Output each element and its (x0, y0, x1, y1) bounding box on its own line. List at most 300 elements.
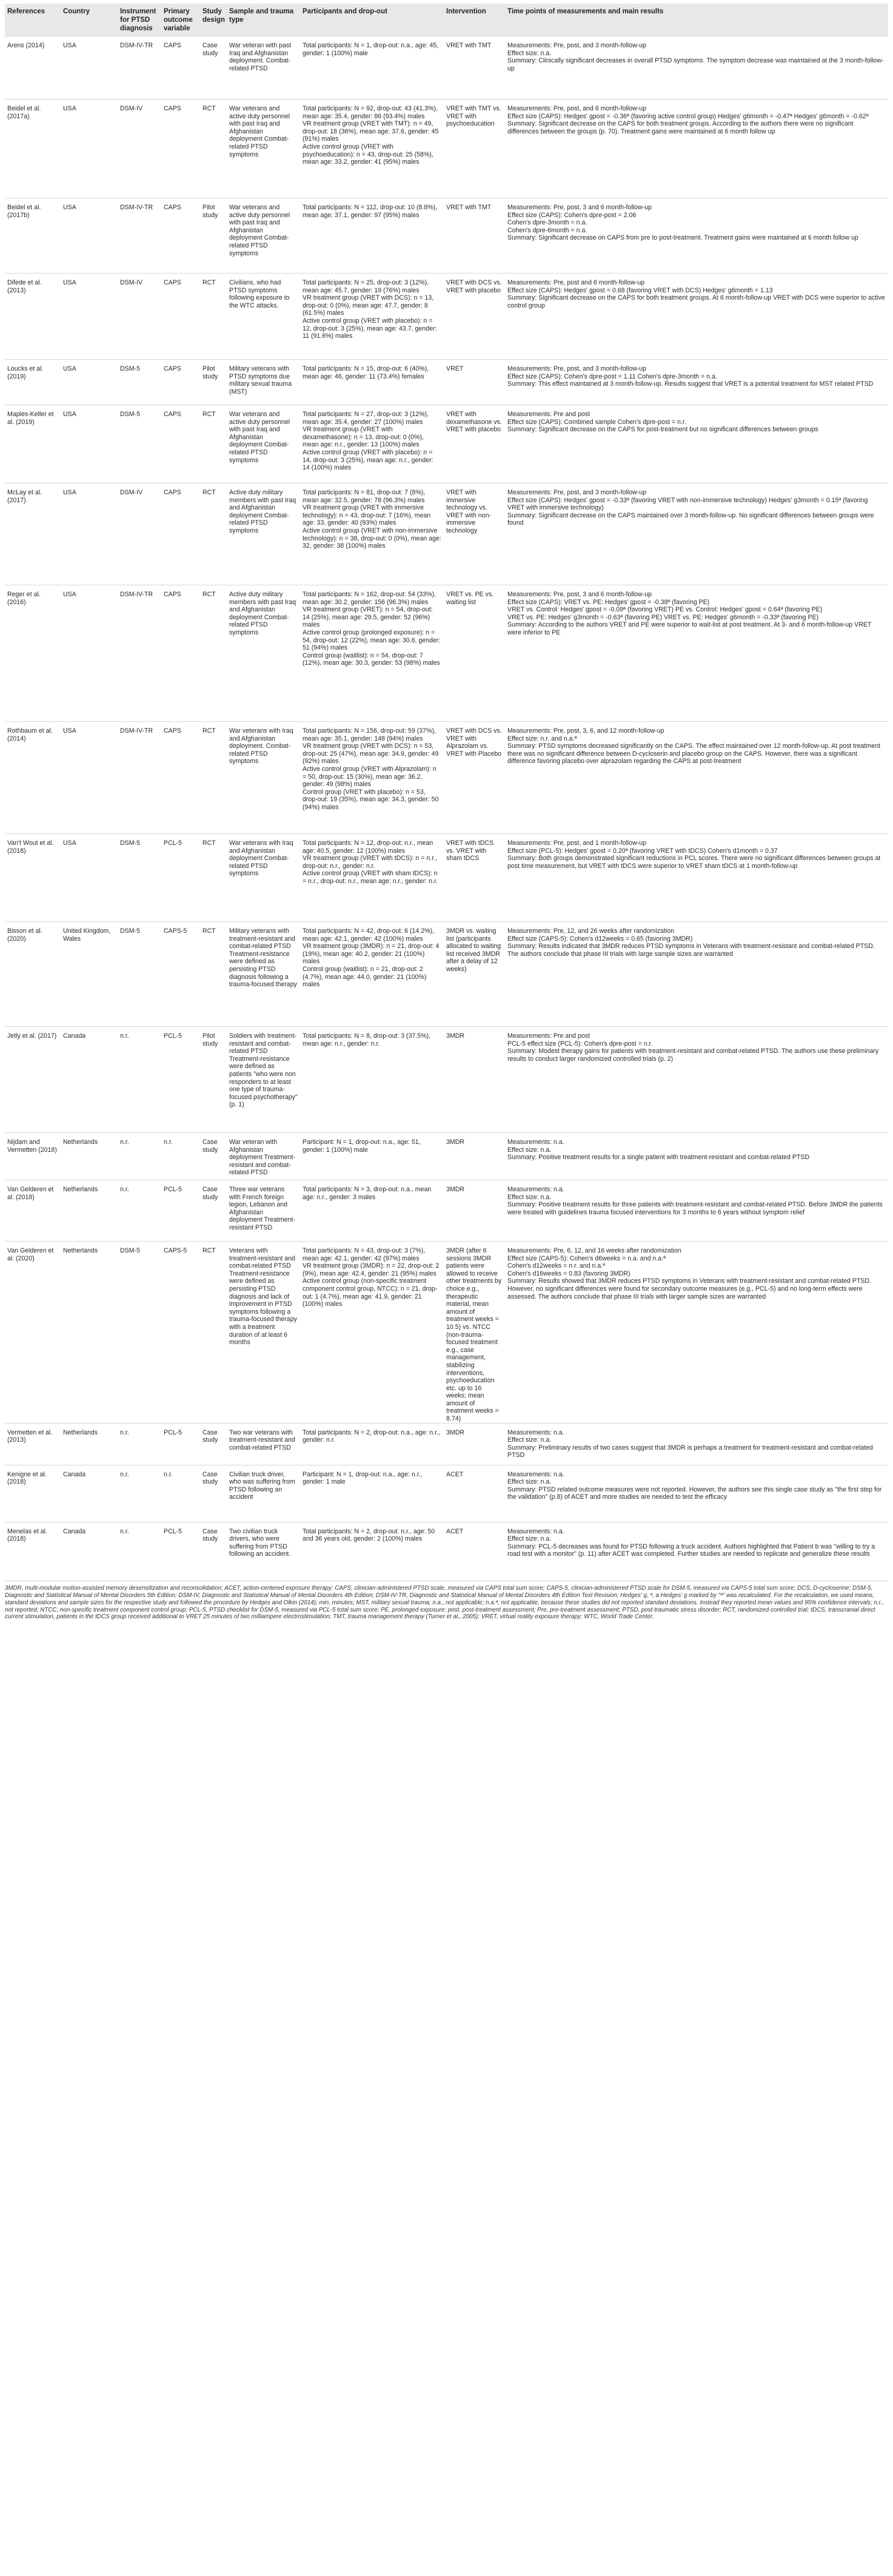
cell-text: CAPS-5 (164, 1247, 187, 1254)
sample-cell (227, 360, 300, 405)
outcome-cell (161, 274, 200, 360)
cell-text: Participant: N = 1, drop-out: n.a., age: 51, gender: 1 (100%) male (303, 1138, 423, 1154)
cell-text: Three war veterans with French foreign legion, Lebanon and Afghanistan deployment Treatment-resistant PTSD (229, 1186, 295, 1231)
cell-text: Total participants: N = 42, drop-out: 6 (14.2%), mean age: 42.1, gender: 42 (100%) males (303, 927, 436, 943)
cell-text: Soldiers with treatment-resistant and combat-related PTSD Treatment-resistance were defined as patients "who were non responders to at least one type of trauma-focused psychotherapy" (p. 1) (229, 1032, 299, 1109)
instrument-cell (118, 1133, 161, 1180)
instrument-cell (118, 99, 161, 198)
cell-text: RCT (202, 927, 216, 935)
cell-text: USA (63, 839, 76, 847)
sample-cell (227, 585, 300, 722)
cell-text: Measurements: Pre, 12, and 26 weeks after randomization (507, 927, 674, 935)
cell-text: VR treatment group (VRET): n = 54, drop-out: 14 (25%), mean age: 29.5, gender: 52 (96%) males (303, 606, 435, 629)
results-cell (505, 1465, 888, 1522)
country-cell (61, 585, 118, 722)
cell-text: Summary: PTSD symptoms decreased significantly on the CAPS. The effect maintained over 12 month-follow-up. At post treatment there was no significant difference between D-cycloserin and placebo group on the CAPS. However, there was a significant difference favoring placebo over alprazolam regarding the CAPS at post-treatment (507, 742, 882, 765)
studies-table (5, 4, 888, 1575)
sample-cell (227, 274, 300, 360)
cell-text: USA (63, 105, 76, 112)
cell-text: n.r. (120, 1428, 129, 1436)
cell-text: VR treatment group (VRET with dexamethasone): n = 13, drop-out: 0 (0%), mean age: n.r., gender: 13 (100%) males (303, 426, 426, 449)
cell-text: CAPS (164, 727, 181, 735)
cell-text: Bisson et al. (2020) (7, 927, 44, 943)
country-cell (61, 1027, 118, 1133)
reference-cell (5, 36, 61, 99)
sample-cell (227, 1242, 300, 1424)
cell-text: Total participants: N = 92, drop-out: 43 (41.3%), mean age: 35.4, gender: 86 (93.4%) males (303, 105, 440, 120)
cell-text: Measurements: n.a. (507, 1186, 564, 1193)
reference-cell (5, 1242, 61, 1424)
cell-text: Case study (202, 1186, 219, 1201)
cell-text: CAPS (164, 591, 181, 598)
design-cell (200, 99, 227, 198)
cell-text: n.r. (120, 1032, 129, 1040)
country-cell (61, 1180, 118, 1242)
table-row (5, 585, 888, 722)
cell-text: DSM-IV-TR (120, 727, 153, 735)
table-row (5, 834, 888, 922)
table-row (5, 405, 888, 483)
header-primary-outcome: Primary outcome variable (161, 4, 200, 36)
cell-text: CAPS (164, 365, 181, 372)
table-row (5, 99, 888, 198)
participants-cell (300, 405, 444, 483)
cell-text: Effect size: n.a. (507, 1146, 552, 1154)
cell-text: Active control group (VRET with psychoeducation): n = 43, drop-out: 25 (58%), mean age: 33.2, gender: 41 (95%) males (303, 143, 435, 166)
cell-text: Summary: Preliminary results of two cases suggest that 3MDR is perhaps a treatment for treatment-resistant and combat-related PTSD (507, 1444, 875, 1459)
participants-cell (300, 1027, 444, 1133)
cell-text: Total participants: N = 2, drop-out: n.a., age: n.r., gender: n.r. (303, 1428, 442, 1444)
cell-text: Summary: Both groups demonstrated significant reductions in PCL scores. There were no significant differences between groups at post time measurement, but VRET with tDCS were superior to VRET sham tDCS at 1 month-follow-up (507, 855, 883, 870)
intervention-cell (444, 99, 505, 198)
instrument-cell (118, 1027, 161, 1133)
cell-text: 3MDR (446, 1032, 465, 1040)
cell-text: DSM-IV-TR (120, 591, 153, 598)
outcome-cell (161, 1522, 200, 1575)
header-results: Time points of measurements and main results (505, 4, 888, 36)
outcome-cell (161, 1423, 200, 1465)
cell-text: Summary: According to the authors VRET and PE were superior to wait-list at post treatment. At 3- and 6 month-follow-up VRET were inferior to PE (507, 621, 874, 636)
cell-text: Jetly et al. (2017) (7, 1032, 57, 1040)
header-sample: Sample and trauma type (227, 4, 300, 36)
outcome-cell (161, 360, 200, 405)
cell-text: Canada (63, 1470, 86, 1478)
cell-text: DSM-IV-TR (120, 42, 153, 49)
cell-text: Active duty military members with past Iraq and Afghanistan deployment Combat-related PTSD symptoms (229, 591, 298, 636)
design-cell (200, 922, 227, 1027)
participants-cell (300, 483, 444, 585)
participants-cell (300, 1180, 444, 1242)
results-cell (505, 922, 888, 1027)
participants-cell (300, 36, 444, 99)
cell-text: Measurements: Pre, post, and 6 month-follow-up (507, 105, 647, 112)
reference-cell (5, 1522, 61, 1575)
participants-cell (300, 722, 444, 834)
cell-text: Control group (waitlist): n = 21, drop-out: 2 (4.7%), mean age: 44.0, gender: 21 (100%) males (303, 965, 429, 989)
header-intervention: Intervention (444, 4, 505, 36)
cell-text: VRET vs. Control: Hedges' gpost = -0.09ª (favoring VRET) PE vs. Control: Hedges' gpost = 0.64ª (favoring PE) (507, 606, 823, 614)
cell-text: Summary: Significant decrease on CAPS from pre to post-treatment. Treatment gains were maintained at 6 month follow up (507, 234, 858, 242)
table-header-row (5, 4, 888, 36)
cell-text: Total participants: N = 25, drop-out: 3 (12%), mean age: 45.7, gender: 19 (76%) males (303, 279, 431, 294)
design-cell (200, 1522, 227, 1575)
cell-text: Summary: Significant decrease on the CAPS for post-treatment but no significant differences between groups (507, 426, 818, 434)
cell-text: Active duty military members with past Iraq and Afghanistan deployment Combat-related PTSD symptoms (229, 489, 298, 534)
participants-cell (300, 274, 444, 360)
cell-text: Pilot study (202, 1032, 218, 1048)
cell-text: RCT (202, 591, 216, 598)
country-cell (61, 722, 118, 834)
instrument-cell (118, 585, 161, 722)
instrument-cell (118, 36, 161, 99)
cell-text: Effect size (CAPS): Cohen's dpre-post = 2.06 (507, 211, 637, 219)
sample-cell (227, 198, 300, 274)
cell-text: Active control group (VRET with sham tDCS): n = n.r., drop-out: n.r., mean age: n.r., gender: n.r. (303, 870, 440, 885)
intervention-cell (444, 1423, 505, 1465)
cell-text: USA (63, 591, 76, 598)
instrument-cell (118, 1180, 161, 1242)
instrument-cell (118, 274, 161, 360)
cell-text: CAPS (164, 411, 181, 418)
cell-text: CAPS-5 (164, 927, 187, 935)
country-cell (61, 405, 118, 483)
cell-text: Measurements: Pre, post, 3 and 6 month-follow-up (507, 204, 652, 211)
instrument-cell (118, 1242, 161, 1424)
outcome-cell (161, 585, 200, 722)
reference-cell (5, 922, 61, 1027)
cell-text: Military veterans with PTSD symptoms due military sexual trauma (MST) (229, 365, 293, 395)
outcome-cell (161, 198, 200, 274)
cell-text: n.r. (120, 1527, 129, 1535)
cell-text: VRET with TMT (446, 204, 492, 211)
cell-text: Measurements: Pre and post (507, 411, 590, 418)
cell-text: DSM-5 (120, 411, 140, 418)
outcome-cell (161, 405, 200, 483)
cell-text: War veterans and active duty personnel with past Iraq and Afghanistan deployment Combat- related PTSD symptoms (229, 411, 292, 464)
intervention-cell (444, 922, 505, 1027)
instrument-cell (118, 405, 161, 483)
outcome-cell (161, 483, 200, 585)
intervention-cell (444, 722, 505, 834)
cell-text: Measurements: Pre, post, and 3 month-follow-up (507, 489, 647, 496)
participants-cell (300, 585, 444, 722)
country-cell (61, 1423, 118, 1465)
cell-text: Active control group (VRET with placebo): n = 12, drop-out: 3 (25%), mean age: 43.7, gender: 11 (91.6%) males (303, 317, 439, 340)
design-cell (200, 1027, 227, 1133)
sample-cell (227, 36, 300, 99)
cell-text: Total participants: N = 8, drop-out: 3 (37.5%), mean age: n.r., gender: n.r. (303, 1032, 433, 1048)
sample-cell (227, 1180, 300, 1242)
outcome-cell (161, 1465, 200, 1522)
cell-text: Van Gelderen et al. (2020) (7, 1247, 56, 1262)
country-cell (61, 483, 118, 585)
cell-text: DSM-5 (120, 1247, 140, 1254)
participants-cell (300, 99, 444, 198)
cell-text: VRET with tDCS vs. VRET with sham tDCS (446, 839, 496, 863)
cell-text: Case study (202, 1527, 219, 1543)
cell-text: PCL-5 (164, 1527, 182, 1535)
results-cell (505, 1242, 888, 1424)
cell-text: USA (63, 489, 76, 496)
intervention-cell (444, 834, 505, 922)
cell-text: DSM-5 (120, 839, 140, 847)
cell-text: Total participants: N = 162, drop-out: 54 (33%), mean age: 30.2, gender: 156 (96.3%) males (303, 591, 438, 606)
cell-text: CAPS (164, 204, 181, 211)
cell-text: Summary: PTSD related outcome measures were not reported. However, the authors see this single case study as "the first step for the validation" (p.8) of ACET and more studies are needed to test the efficacy (507, 1485, 884, 1501)
cell-text: PCL-5 (164, 1428, 182, 1436)
design-cell (200, 198, 227, 274)
sample-cell (227, 405, 300, 483)
header-participants: Participants and drop-out (300, 4, 444, 36)
cell-text: USA (63, 411, 76, 418)
sample-cell (227, 722, 300, 834)
cell-text: PCL-5 (164, 1032, 182, 1040)
sample-cell (227, 1133, 300, 1180)
table-row (5, 1423, 888, 1465)
cell-text: Cohen's d16weeks = 0.83 (favoring 3MDR) (507, 1270, 630, 1277)
cell-text: Beidel et al. (2017b) (7, 204, 43, 219)
cell-text: PCL-5 effect size (PCL-5): Cohen's dpre-post = n.r. (507, 1040, 653, 1048)
cell-text: Cohen's dpre-6month = n.a. (507, 226, 587, 234)
cell-text: Case study (202, 1428, 219, 1444)
design-cell (200, 274, 227, 360)
cell-text: Measurements: n.a. (507, 1470, 564, 1478)
cell-text: Measurements: Pre, post, 3, 6, and 12 month-follow-up (507, 727, 664, 735)
participants-cell (300, 1133, 444, 1180)
cell-text: War veterans with Iraq and Afghanistan deployment. Combat-related PTSD symptoms (229, 727, 295, 765)
cell-text: VRET with DCS vs. VRET with placebo (446, 279, 504, 294)
reference-cell (5, 360, 61, 405)
outcome-cell (161, 36, 200, 99)
table-row (5, 1522, 888, 1575)
footnote-text: 3MDR, multi-modular motion-assisted memory desensitization and reconsolidation; ACET, action-centered exposure therapy; CAPS, clinician-administered PTSD scale, measured via CAPS total sum score; CAPS-5, clinician-administered PTSD scale for DSM-5, measured via CAPS-5 total sum score; DCS, D-cycloserine; DSM-5, Diagnostic and Statistical Manual of Mental Disorders 5th Edition; DSM-IV, Diagnostic and Statistical Manual of Mental Disorders 4th Edition; DSM-IV-TR, Diagnostic and Statistical Manual of Mental Disorders 4th Edition Text Revision; Hedges' g, ª, a Hedges' g marked by "ª" was recalculated. For the recalculation, we used means, standard deviations and sample sizes for the respective study and followed the procedure by Hedges and Olkin (2014); min, minutes; MST, military sexual trauma; n.a., not applicable; n.a.ª, not applicable, because these studies did not reported standard deviations. Instead they reported mean values and 95% confidence intervals; n.r., not reported; NTCC, non-specific treatment component control group; PCL-5, PTSD checklist for DSM-5, measured via PCL-5 total sum score; PE, prolonged exposure; post, post-treatment assessment; Pre, pre-treatment assessment; PTSD, post-traumatic stress disorder; RCT, randomized controlled trial; tDCS, transcranial direct current stimulation, patients in the tDCS group received additional to VRET 25 minutes of two milliampere electrostimulation; TMT, trauma management therapy (Turner et al., 2005); VRET, virtual reality exposure therapy; WTC, World Trade Center. (5, 1585, 886, 1621)
cell-text: Active control group (VRET with non-immersive technology): n = 38, drop-out: 0 (0%), mean age: 32, gender: 38 (100%) males (303, 526, 443, 550)
country-cell (61, 99, 118, 198)
cell-text: USA (63, 204, 76, 211)
cell-text: CAPS (164, 105, 181, 112)
country-cell (61, 1465, 118, 1522)
cell-text: RCT (202, 279, 216, 286)
cell-text: 3MDR vs. waiting list (participants allocated to waiting list received 3MDR after a delay of 12 weeks) (446, 927, 503, 973)
cell-text: Canada (63, 1032, 86, 1040)
table-row (5, 36, 888, 99)
results-cell (505, 1133, 888, 1180)
cell-text: Van't Wout et al. (2018) (7, 839, 56, 855)
cell-text: Active control group (non-specific treatment component control group, NTCC): n = 21, drop-out: 1 (4.7%), mean age: 41.9, gender: 21 (100%) males (303, 1277, 438, 1308)
cell-text: CAPS (164, 279, 181, 286)
cell-text: Canada (63, 1527, 86, 1535)
cell-text: n.r. (120, 1470, 129, 1478)
cell-text: USA (63, 365, 76, 372)
participants-cell (300, 198, 444, 274)
cell-text: Civilian truck driver, who was suffering from PTSD following an accident (229, 1470, 297, 1501)
cell-text: Measurements: Pre and post (507, 1032, 590, 1040)
cell-text: VRET vs. PE vs. waiting list (446, 591, 496, 606)
sample-cell (227, 1522, 300, 1575)
cell-text: Summary: Significant decrease on the CAPS for both treatment groups. According to the authors there were no significant differences between the groups (p. 70). Treatment gains were maintained at 6 month follow up (507, 120, 855, 135)
cell-text: Nijdam and Vermetten (2018) (7, 1138, 57, 1154)
design-cell (200, 1133, 227, 1180)
participants-cell (300, 1423, 444, 1465)
country-cell (61, 834, 118, 922)
sample-cell (227, 483, 300, 585)
cell-text: Two civilian truck drivers, who were suffering from PTSD following an accident. (229, 1527, 291, 1558)
intervention-cell (444, 1133, 505, 1180)
cell-text: Netherlands (63, 1138, 98, 1146)
country-cell (61, 274, 118, 360)
cell-text: 3MDR (446, 1138, 465, 1146)
cell-text: VRET with DCS vs. VRET with Alprazolam vs. VRET with Placebo (446, 727, 504, 758)
cell-text: Summary: Results indicated that 3MDR reduces PTSD symptoms in Veterans with treatment-resistant and combat-related PTSD. The authors conclude that phase III trials with large sample sizes are warranted (507, 943, 877, 958)
cell-text: 3MDR (446, 1186, 465, 1193)
instrument-cell (118, 1465, 161, 1522)
cell-text: Measurements: Pre, post, 3 and 6 month-follow-up (507, 591, 652, 598)
design-cell (200, 1180, 227, 1242)
header-instrument: Instrument for PTSD diagnosis (118, 4, 161, 36)
country-cell (61, 922, 118, 1027)
cell-text: VR treatment group (VRET with tDCS): n = n.r., drop-out: n.r., gender: n.r. (303, 855, 440, 870)
reference-cell (5, 405, 61, 483)
cell-text: n.r. (164, 1470, 173, 1478)
cell-text: Menelas et al. (2018) (7, 1527, 49, 1543)
results-cell (505, 483, 888, 585)
participants-cell (300, 1522, 444, 1575)
cell-text: 3MDR (446, 1428, 465, 1436)
participants-cell (300, 360, 444, 405)
cell-text: 3MDR (after 6 sessions 3MDR patients were allowed to receive other treatments by choice e.g., therapeutic material, mean amount of treatment weeks = 10.5) vs. NTCC (non-trauma-focused treatment e.g., case management, stabilizing interventions, psychoeducation etc. up to 16 weeks; mean amount of treatment weeks = 8.74) (446, 1247, 504, 1423)
cell-text: VRET (446, 365, 464, 372)
cell-text: Effect size (CAPS): VRET vs. PE: Hedges' gpost = -0.38ª (favoring PE) (507, 598, 710, 606)
cell-text: Effect size (CAPS-5): Cohen's d6weeks = n.a. and n.a.ª (507, 1254, 666, 1262)
intervention-cell (444, 585, 505, 722)
reference-cell (5, 1133, 61, 1180)
cell-text: VR treatment group (VRET with TMT): n = 49, drop-out: 18 (36%), mean age: 37.6, gender: 45 (91%) males (303, 120, 441, 143)
sample-cell (227, 1027, 300, 1133)
table-row (5, 274, 888, 360)
results-cell (505, 198, 888, 274)
results-cell (505, 405, 888, 483)
cell-text: McLay et al. (2017) (7, 489, 44, 504)
table-row (5, 722, 888, 834)
results-cell (505, 834, 888, 922)
cell-text: Measurements: n.a. (507, 1527, 564, 1535)
cell-text: Active control group (VRET with placebo): n = 14, drop-out: 3 (25%), mean age: n.r., gender: 14 (100%) males (303, 448, 435, 472)
cell-text: Summary: Significant decrease on the CAPS for both treatment groups. At 6 month-follow-up VRET with DCS were superior to active control group (507, 294, 887, 309)
cell-text: Summary: Clinically significant decreases in overall PTSD symptoms. The symptom decrease was maintained at the 3 month-follow-up (507, 57, 884, 72)
country-cell (61, 360, 118, 405)
cell-text: Netherlands (63, 1247, 98, 1254)
cell-text: CAPS (164, 42, 181, 49)
instrument-cell (118, 198, 161, 274)
cell-text: RCT (202, 1247, 216, 1254)
cell-text: Effect size: n.a. (507, 1535, 552, 1543)
cell-text: Participant: N = 1, drop-out: n.a., age: n.r., gender: 1 male (303, 1470, 424, 1486)
cell-text: n.r. (120, 1186, 129, 1193)
results-cell (505, 36, 888, 99)
instrument-cell (118, 834, 161, 922)
intervention-cell (444, 274, 505, 360)
results-cell (505, 722, 888, 834)
cell-text: Total participants: N = 3, drop-out: n.a., mean age: n.r., gender: 3 males (303, 1186, 433, 1201)
table-row (5, 1027, 888, 1133)
cell-text: Total participants: N = 81, drop-out: 7 (8%), mean age: 32.5, gender: 78 (96.3%) males (303, 489, 427, 504)
cell-text: Total participants: N = 2, drop-out: n.r., age: 50 and 36 years old, gender: 2 (100%) males (303, 1527, 437, 1543)
cell-text: Measurements: Pre, post, and 3 month-follow-up (507, 42, 647, 49)
cell-text: Effect size (CAPS-5): Cohen's d12weeks = 0.65 (favoring 3MDR) (507, 935, 693, 943)
results-cell (505, 360, 888, 405)
cell-text: Effect size: n.a. (507, 1478, 552, 1486)
cell-text: Vermetten et al. (2013) (7, 1428, 55, 1444)
design-cell (200, 1242, 227, 1424)
cell-text: War veterans with Iraq and Afghanistan deployment Combat-related PTSD symptoms (229, 839, 295, 878)
cell-text: Total participants: N = 1, drop-out: n.a., age: 45, gender: 1 (100%) male (303, 42, 441, 57)
cell-text: DSM-IV (120, 489, 143, 496)
cell-text: Maples-Keller et al. (2019) (7, 411, 56, 426)
design-cell (200, 722, 227, 834)
cell-text: RCT (202, 727, 216, 735)
cell-text: Summary: Significant decrease on the CAPS maintained over 3 month-follow-up. No significant differences between groups were found (507, 511, 876, 527)
cell-text: Control group (waitlist): n = 54, drop-out: 7 (12%), mean age: 30.3, gender: 53 (98%) males (303, 651, 440, 667)
outcome-cell (161, 922, 200, 1027)
cell-text: VR treatment group (VRET with immersive technology): n = 43, drop-out: 7 (16%), mean age: 33, gender: 40 (93%) males (303, 504, 433, 527)
sample-cell (227, 99, 300, 198)
cell-text: RCT (202, 839, 216, 847)
cell-text: n.r. (120, 1138, 129, 1146)
cell-text: Loucks et al. (2019) (7, 365, 45, 380)
participants-cell (300, 1242, 444, 1424)
cell-text: VRET with immersive technology vs. VRET with non-immersive technology (446, 489, 491, 534)
cell-text: War veteran with past Iraq and Afghanistan deployment. Combat-related PTSD (229, 42, 293, 72)
cell-text: Total participants: N = 12, drop-out: n.r., mean age: 40.5, gender: 12 (100%) males (303, 839, 435, 855)
cell-text: Case study (202, 42, 219, 57)
outcome-cell (161, 1180, 200, 1242)
cell-text: Total participants: N = 156, drop-out: 59 (37%), mean age: 35.1, gender: 148 (94%) males (303, 727, 438, 742)
cell-text: Active control group (VRET with Alprazolam): n = 50, drop-out: 15 (30%), mean age: 36.2, gender: 49 (98%) males (303, 765, 438, 789)
reference-cell (5, 722, 61, 834)
cell-text: Effect size: n.r. and n.a.ª (507, 735, 577, 742)
cell-text: Effect size (CAPS): Hedges' gpost = -0.36ª (favoring active control group) Hedges' g6month = -0.47ª Hedges' g6month = -0.62ª (507, 112, 869, 120)
cell-text: Netherlands (63, 1186, 98, 1193)
instrument-cell (118, 483, 161, 585)
country-cell (61, 1522, 118, 1575)
participants-cell (300, 1465, 444, 1522)
cell-text: War veteran with Afghanistan deployment Treatment-resistant and combat-related PTSD (229, 1138, 295, 1177)
cell-text: Control group (VRET with placebo): n = 53, drop-out: 19 (35%), mean age: 34.3, gender: 50 (94%) males (303, 788, 441, 811)
cell-text: DSM-IV (120, 279, 143, 286)
intervention-cell (444, 483, 505, 585)
cell-text: Measurements: Pre, post and 6 month-follow-up (507, 279, 645, 286)
cell-text: Difede et al. (2013) (7, 279, 44, 294)
instrument-cell (118, 722, 161, 834)
sample-cell (227, 834, 300, 922)
participants-cell (300, 922, 444, 1027)
intervention-cell (444, 1465, 505, 1522)
cell-text: Summary: Positive treatment results for three patients with treatment-resistant and combat-related PTSD. Before 3MDR the patients were treated with guidelines trauma focused interventions for 3 months to 6 years without symptom relief (507, 1201, 885, 1216)
design-cell (200, 1465, 227, 1522)
cell-text: Netherlands (63, 1428, 98, 1436)
design-cell (200, 483, 227, 585)
intervention-cell (444, 1180, 505, 1242)
cell-text: ACET (446, 1470, 464, 1478)
table-row (5, 1180, 888, 1242)
cell-text: DSM-IV (120, 105, 143, 112)
sample-cell (227, 922, 300, 1027)
design-cell (200, 834, 227, 922)
cell-text: VRET with TMT (446, 42, 492, 49)
results-cell (505, 1423, 888, 1465)
intervention-cell (444, 198, 505, 274)
table-footnotes (5, 1581, 888, 1621)
